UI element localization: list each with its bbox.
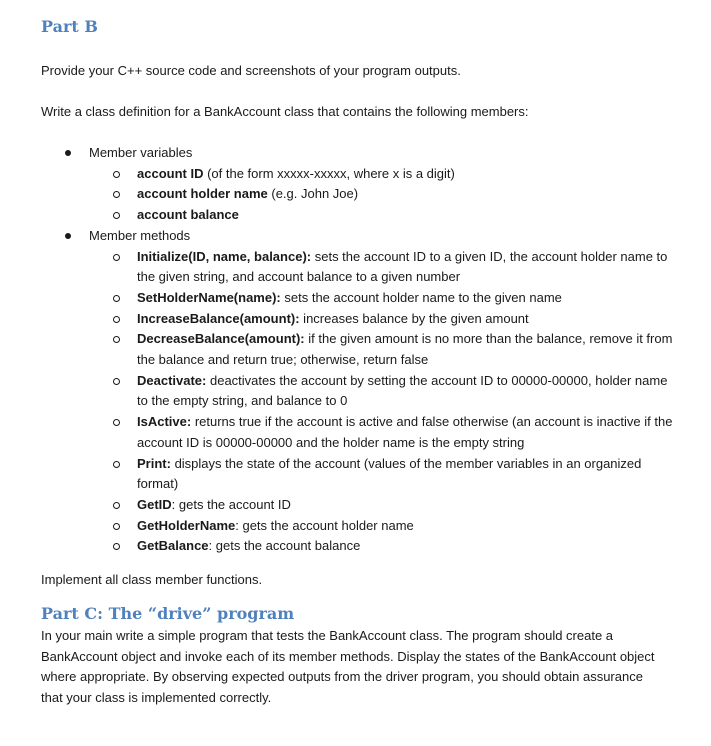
list-item: account ID (of the form xxxxx-xxxxx, where x is a digit): [89, 164, 681, 185]
circle-bullet-icon: [113, 523, 120, 530]
circle-bullet-icon: [113, 502, 120, 509]
list-item: IncreaseBalance(amount): increases balance by the given amount: [89, 309, 681, 330]
list-item: account holder name (e.g. John Joe): [89, 184, 681, 205]
variables-list: [89, 164, 681, 226]
list-item: account balance: [89, 205, 681, 226]
part-b-closing: Implement all class member functions.: [41, 572, 263, 587]
list-item: IsActive: returns true if the account is active and false otherwise (an account is inactive if the account ID is 00000-00000 and the holder name is the empty string: [89, 412, 681, 453]
part-c-body: In your main write a simple program that tests the BankAccount class. The program should create a BankAccount object and invoke each of its member methods. Display the states of the BankAccount object where appropriate. By observing expected outputs from the driver program, you should obtain assurance that your class is implemented correctly.: [41, 628, 655, 706]
list-item: Initialize(ID, name, balance): sets the account ID to a given ID, the account holder name to the given string, and account balance to a given number: [89, 247, 681, 288]
list-item: DecreaseBalance(amount): if the given amount is no more than the balance, remove it from the balance and return true; otherwise, return false: [89, 329, 681, 370]
circle-bullet-icon: [113, 461, 120, 468]
member-methods-item: [41, 226, 681, 557]
list-item: GetBalance: gets the account balance: [89, 536, 681, 557]
circle-bullet-icon: [113, 295, 120, 302]
list-item: SetHolderName(name): sets the account holder name to the given name: [89, 288, 681, 309]
circle-bullet-icon: [113, 171, 120, 178]
circle-bullet-icon: [113, 543, 120, 550]
circle-bullet-icon: [113, 419, 120, 426]
circle-bullet-icon: [113, 316, 120, 323]
circle-bullet-icon: [113, 212, 120, 219]
circle-bullet-icon: [113, 336, 120, 343]
member-variables-item: [41, 143, 681, 226]
part-b-intro: Provide your C++ source code and screenshots of your program outputs.: [41, 63, 461, 78]
circle-bullet-icon: [113, 378, 120, 385]
circle-bullet-icon: [113, 254, 120, 261]
list-item: Print: displays the state of the account (values of the member variables in an organized format): [89, 454, 681, 495]
bullet-icon: [65, 150, 71, 156]
list-item: Deactivate: deactivates the account by setting the account ID to 00000-00000, holder name to the empty string, and balance to 0: [89, 371, 681, 412]
bullet-icon: [65, 233, 71, 239]
methods-list: [89, 247, 681, 558]
part-b-heading: Part B: [41, 17, 98, 36]
circle-bullet-icon: [113, 191, 120, 198]
list-item: GetHolderName: gets the account holder name: [89, 516, 681, 537]
member-methods-label: Member methods: [89, 227, 191, 243]
part-b-task: Write a class definition for a BankAccount class that contains the following members:: [41, 104, 529, 119]
member-list: [41, 143, 681, 557]
member-variables-label: Member variables: [89, 145, 193, 160]
list-item: GetID: gets the account ID: [89, 495, 681, 516]
part-c-heading: Part C: The “drive” program: [41, 604, 295, 623]
